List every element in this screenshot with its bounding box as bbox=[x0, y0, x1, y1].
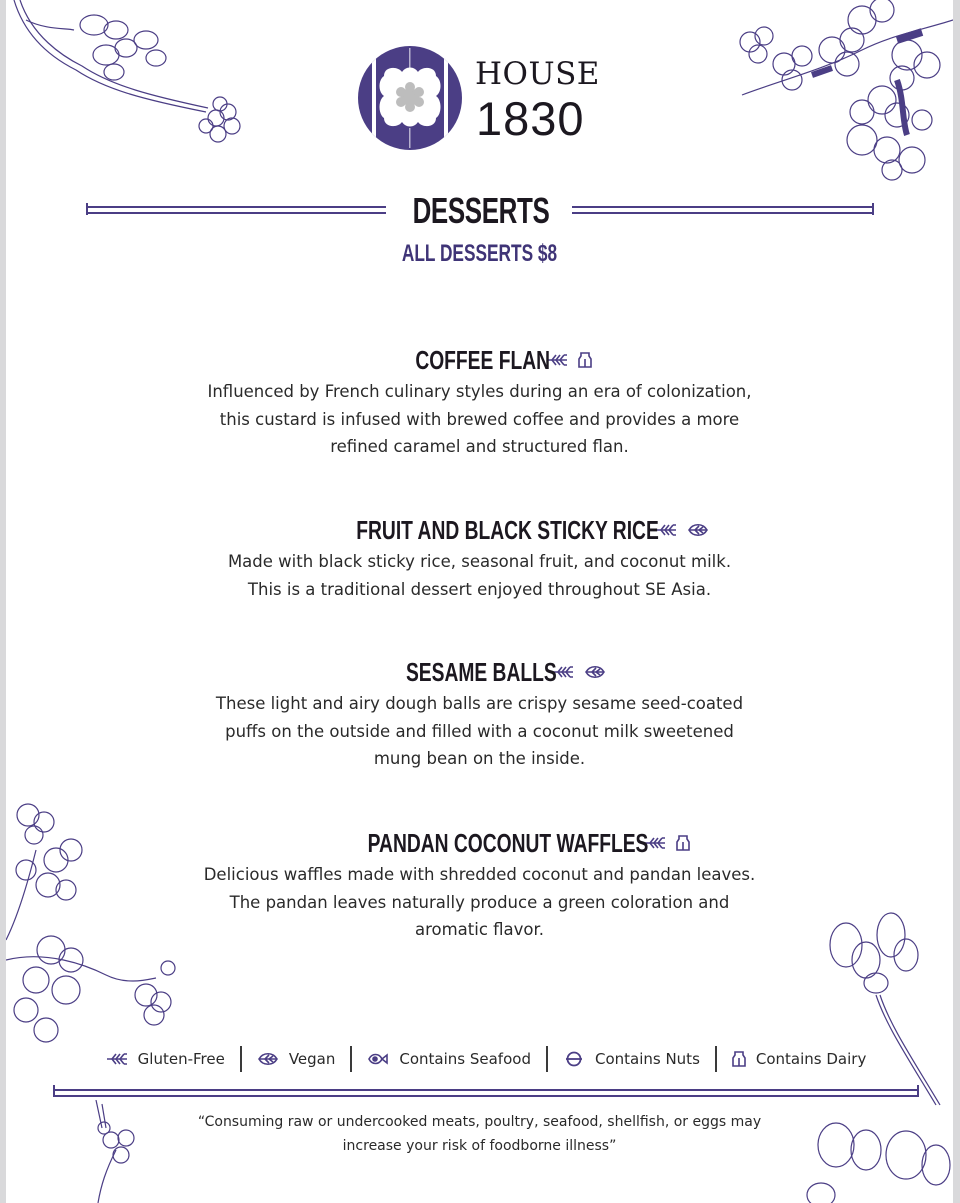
menu-item-description: Influenced by French culinary styles during an era of colonization, bbox=[207, 382, 752, 401]
legend-item-vegan bbox=[242, 1050, 351, 1068]
divider-cap bbox=[872, 203, 874, 215]
floral-top-right-decoration bbox=[722, 0, 953, 200]
brand-name-line2: 1830 bbox=[476, 92, 585, 145]
menu-item bbox=[6, 656, 953, 773]
divider-cap bbox=[917, 1085, 919, 1097]
legend-label: Contains Nuts bbox=[594, 1050, 700, 1068]
flower-circle-logo-icon bbox=[358, 44, 462, 152]
menu-item-name: COFFEE FLAN bbox=[414, 344, 550, 375]
legend-label: Gluten-Free bbox=[137, 1050, 225, 1068]
dairy-icon bbox=[732, 1051, 746, 1067]
dairy-icon bbox=[578, 352, 592, 368]
menu-item-description: mung bean on the inside. bbox=[373, 749, 586, 768]
menu-item-name: FRUIT AND BLACK STICKY RICE bbox=[356, 514, 659, 545]
disclaimer-line: increase your risk of foodborne illness” bbox=[342, 1138, 617, 1154]
menu-page bbox=[6, 0, 953, 1203]
nuts-icon bbox=[563, 1051, 585, 1067]
vegan-icon bbox=[257, 1051, 279, 1067]
section-header bbox=[86, 190, 876, 234]
legend-label: Vegan bbox=[288, 1050, 336, 1068]
vegan-icon bbox=[687, 522, 709, 538]
disclaimer-line: “Consuming raw or undercooked meats, poultry, seafood, shellfish, or eggs may bbox=[197, 1114, 762, 1130]
menu-item-description: These light and airy dough balls are crispy sesame seed-coated bbox=[215, 694, 744, 713]
vegan-icon bbox=[584, 664, 606, 680]
menu-item-description: this custard is infused with brewed coffee and provides a more bbox=[219, 409, 740, 429]
menu-item bbox=[6, 514, 953, 603]
menu-item bbox=[6, 344, 953, 461]
menu-item-name: SESAME BALLS bbox=[405, 656, 557, 687]
food-safety-disclaimer bbox=[6, 1110, 953, 1158]
seafood-icon bbox=[367, 1051, 389, 1067]
divider-cap bbox=[53, 1085, 55, 1097]
dairy-icon bbox=[676, 835, 690, 851]
legend-label: Contains Seafood bbox=[399, 1050, 531, 1068]
menu-item-description: aromatic flavor. bbox=[414, 920, 545, 939]
legend-item-nuts bbox=[548, 1050, 715, 1068]
brand-name-line1: HOUSE bbox=[475, 56, 600, 92]
floral-top-left-decoration bbox=[6, 0, 256, 160]
menu-item-description: puffs on the outside and filled with a coconut milk sweetened bbox=[225, 721, 734, 741]
price-subtitle: ALL DESSERTS $8 bbox=[401, 240, 558, 267]
menu-item-description: Made with black sticky rice, seasonal fruit, and coconut milk. bbox=[227, 552, 732, 571]
legend-label: Contains Dairy bbox=[755, 1050, 867, 1068]
legend-item-seafood bbox=[352, 1050, 546, 1068]
menu-item-description: refined caramel and structured flan. bbox=[330, 437, 629, 456]
legend-item-dairy bbox=[717, 1050, 881, 1068]
menu-item bbox=[6, 827, 953, 944]
divider-cap bbox=[86, 203, 88, 215]
footer-divider bbox=[53, 1089, 919, 1097]
dietary-legend bbox=[56, 1044, 916, 1074]
menu-item-name: PANDAN COCONUT WAFFLES bbox=[367, 827, 649, 858]
menu-item-description: This is a traditional dessert enjoyed throughout SE Asia. bbox=[247, 579, 712, 599]
page-title: DESSERTS bbox=[412, 190, 550, 231]
menu-item-description: Delicious waffles made with shredded coconut and pandan leaves. bbox=[203, 865, 756, 884]
brand-logo bbox=[358, 44, 618, 156]
legend-item-gluten-free bbox=[91, 1050, 240, 1068]
menu-item-description: The pandan leaves naturally produce a green coloration and bbox=[229, 892, 730, 912]
gluten-free-icon bbox=[106, 1051, 128, 1067]
